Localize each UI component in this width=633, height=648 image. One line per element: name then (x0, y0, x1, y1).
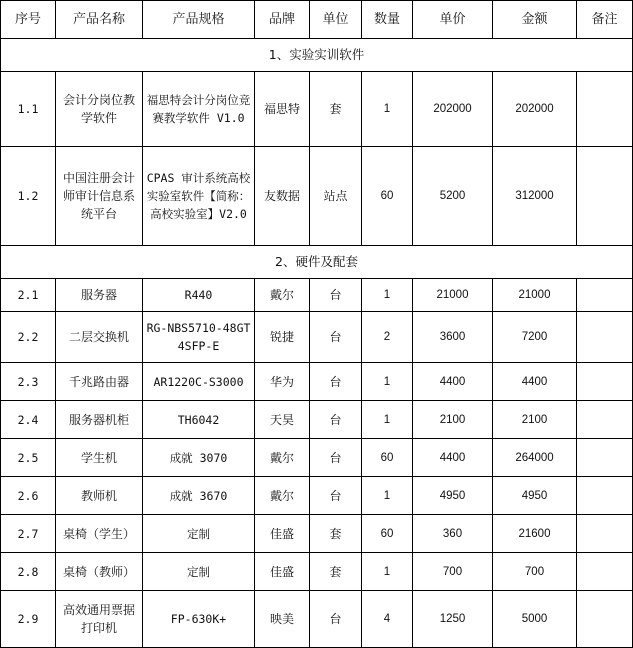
cell-price: 1250 (413, 591, 493, 648)
cell-brand: 佳盛 (255, 515, 310, 553)
cell-brand: 福思特 (255, 72, 310, 147)
cell-unit: 台 (310, 477, 362, 515)
cell-seq: 2.4 (1, 401, 56, 439)
cell-note (577, 401, 633, 439)
cell-brand: 天昊 (255, 401, 310, 439)
table-row (1, 515, 633, 553)
cell-name: 会计分岗位教学软件 (56, 72, 143, 147)
header-price: 单价 (413, 1, 493, 39)
cell-seq: 1.2 (1, 147, 56, 246)
table-row (1, 553, 633, 591)
cell-price: 21000 (413, 279, 493, 312)
cell-name: 千兆路由器 (56, 363, 143, 401)
table-row (1, 312, 633, 363)
cell-spec: AR1220C-S3000 (143, 363, 255, 401)
cell-note (577, 553, 633, 591)
cell-price: 700 (413, 553, 493, 591)
cell-spec: CPAS 审计系统高校实验室软件【简称：高校实验室】V2.0 (143, 147, 255, 246)
header-note: 备注 (577, 1, 633, 39)
table-row (1, 363, 633, 401)
cell-price: 4950 (413, 477, 493, 515)
header-spec: 产品规格 (143, 1, 255, 39)
cell-qty: 1 (362, 553, 413, 591)
cell-seq: 2.9 (1, 591, 56, 648)
cell-price: 360 (413, 515, 493, 553)
cell-qty: 1 (362, 72, 413, 147)
cell-brand: 戴尔 (255, 477, 310, 515)
cell-amount: 312000 (493, 147, 577, 246)
cell-brand: 友数据 (255, 147, 310, 246)
cell-unit: 台 (310, 312, 362, 363)
cell-spec: 定制 (143, 553, 255, 591)
cell-spec: TH6042 (143, 401, 255, 439)
cell-brand: 华为 (255, 363, 310, 401)
cell-spec: R440 (143, 279, 255, 312)
table-row (1, 72, 633, 147)
cell-name: 二层交换机 (56, 312, 143, 363)
cell-qty: 1 (362, 477, 413, 515)
table-row (1, 147, 633, 246)
cell-spec: 定制 (143, 515, 255, 553)
cell-spec: 成就 3070 (143, 439, 255, 477)
cell-name: 服务器机柜 (56, 401, 143, 439)
cell-amount: 21600 (493, 515, 577, 553)
cell-note (577, 72, 633, 147)
cell-unit: 套 (310, 72, 362, 147)
cell-spec: 成就 3670 (143, 477, 255, 515)
cell-brand: 佳盛 (255, 553, 310, 591)
cell-qty: 1 (362, 279, 413, 312)
cell-qty: 60 (362, 147, 413, 246)
cell-unit: 套 (310, 553, 362, 591)
cell-note (577, 515, 633, 553)
cell-price: 202000 (413, 72, 493, 147)
cell-price: 2100 (413, 401, 493, 439)
header-seq: 序号 (1, 1, 56, 39)
cell-price: 4400 (413, 439, 493, 477)
cell-brand: 锐捷 (255, 312, 310, 363)
cell-amount: 5000 (493, 591, 577, 648)
section-title: 2、硬件及配套 (1, 246, 633, 279)
cell-note (577, 279, 633, 312)
header-amount: 金额 (493, 1, 577, 39)
cell-amount: 4950 (493, 477, 577, 515)
cell-name: 桌椅（学生） (56, 515, 143, 553)
cell-note (577, 439, 633, 477)
cell-unit: 套 (310, 515, 362, 553)
cell-unit: 台 (310, 439, 362, 477)
header-qty: 数量 (362, 1, 413, 39)
cell-note (577, 147, 633, 246)
cell-name: 服务器 (56, 279, 143, 312)
section-row-hardware (1, 246, 633, 279)
cell-seq: 2.3 (1, 363, 56, 401)
section-row-software (1, 39, 633, 72)
cell-brand: 戴尔 (255, 439, 310, 477)
cell-unit: 台 (310, 591, 362, 648)
section-title: 1、实验实训软件 (1, 39, 633, 72)
cell-qty: 2 (362, 312, 413, 363)
cell-amount: 7200 (493, 312, 577, 363)
cell-spec: FP-630K+ (143, 591, 255, 648)
header-row (1, 1, 633, 39)
cell-seq: 2.8 (1, 553, 56, 591)
cell-name: 高效通用票据打印机 (56, 591, 143, 648)
cell-brand: 映美 (255, 591, 310, 648)
cell-name: 中国注册会计师审计信息系统平台 (56, 147, 143, 246)
cell-note (577, 312, 633, 363)
cell-seq: 2.2 (1, 312, 56, 363)
cell-price: 5200 (413, 147, 493, 246)
cell-amount: 2100 (493, 401, 577, 439)
cell-name: 教师机 (56, 477, 143, 515)
cell-seq: 2.5 (1, 439, 56, 477)
cell-qty: 1 (362, 363, 413, 401)
cell-seq: 1.1 (1, 72, 56, 147)
cell-note (577, 591, 633, 648)
cell-note (577, 477, 633, 515)
table-row (1, 439, 633, 477)
table-row (1, 401, 633, 439)
cell-qty: 4 (362, 591, 413, 648)
cell-qty: 60 (362, 515, 413, 553)
cell-unit: 台 (310, 363, 362, 401)
cell-qty: 60 (362, 439, 413, 477)
cell-amount: 21000 (493, 279, 577, 312)
cell-name: 学生机 (56, 439, 143, 477)
header-unit: 单位 (310, 1, 362, 39)
cell-amount: 264000 (493, 439, 577, 477)
cell-qty: 1 (362, 401, 413, 439)
table-row (1, 477, 633, 515)
cell-price: 4400 (413, 363, 493, 401)
header-name: 产品名称 (56, 1, 143, 39)
cell-amount: 202000 (493, 72, 577, 147)
cell-spec: 福思特会计分岗位竞赛教学软件 V1.0 (143, 72, 255, 147)
cell-seq: 2.6 (1, 477, 56, 515)
cell-note (577, 363, 633, 401)
cell-amount: 700 (493, 553, 577, 591)
table-row (1, 591, 633, 648)
cell-unit: 台 (310, 279, 362, 312)
cell-spec: RG-NBS5710-48GT4SFP-E (143, 312, 255, 363)
cell-seq: 2.7 (1, 515, 56, 553)
table-row (1, 279, 633, 312)
cell-seq: 2.1 (1, 279, 56, 312)
cell-unit: 站点 (310, 147, 362, 246)
cell-amount: 4400 (493, 363, 577, 401)
cell-name: 桌椅（教师） (56, 553, 143, 591)
cell-brand: 戴尔 (255, 279, 310, 312)
cell-unit: 台 (310, 401, 362, 439)
header-brand: 品牌 (255, 1, 310, 39)
cell-price: 3600 (413, 312, 493, 363)
